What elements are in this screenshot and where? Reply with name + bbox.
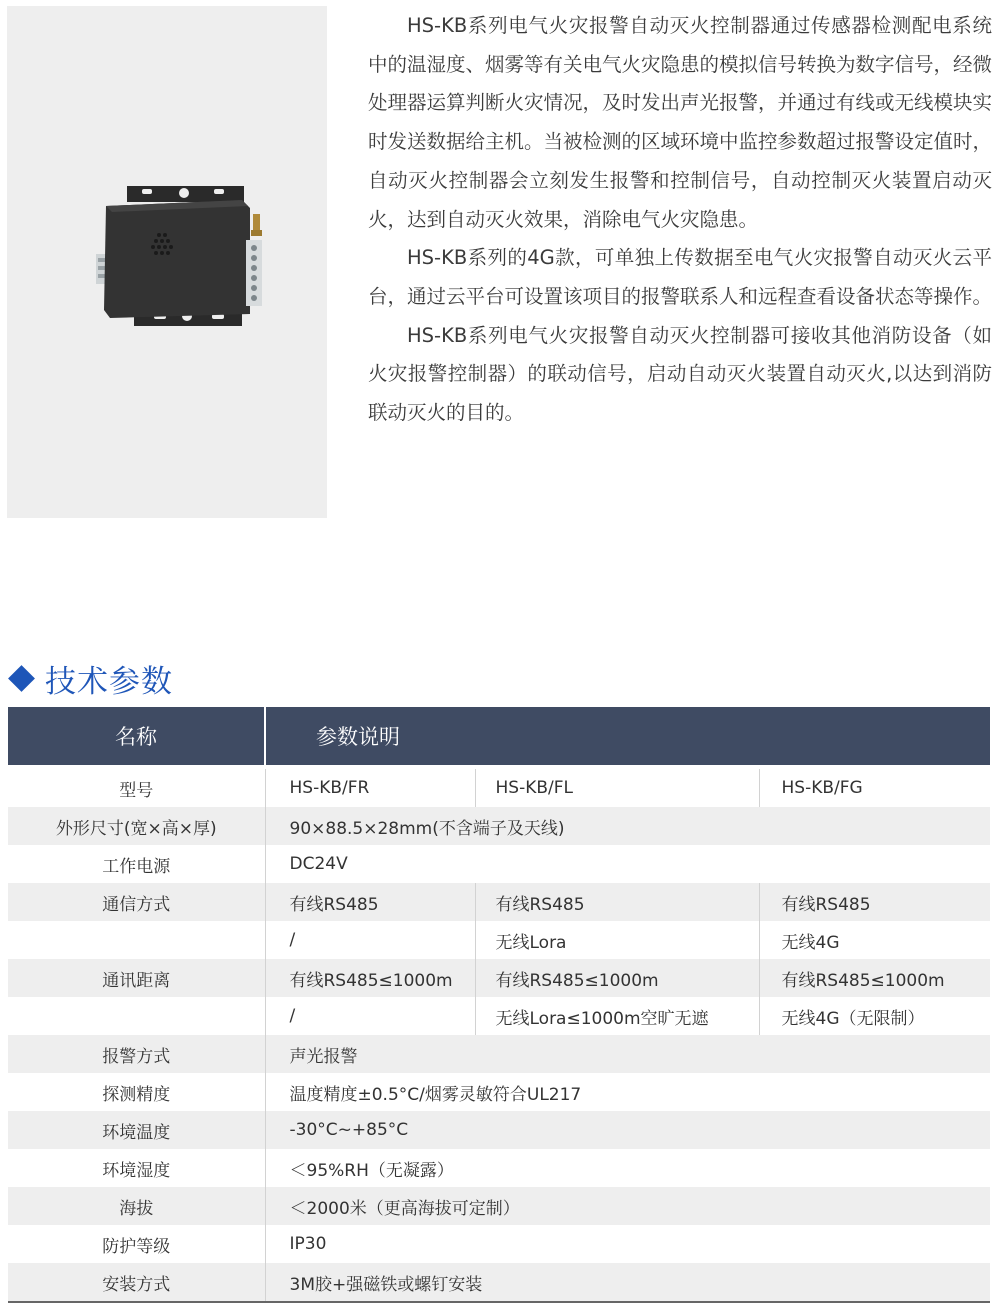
row-label: 安装方式 bbox=[8, 1263, 265, 1302]
row-value: 声光报警 bbox=[265, 1035, 990, 1073]
description-paragraph-1: HS-KB系列电气火灾报警自动灭火控制器通过传感器检测配电系统中的温湿度、烟雾等有关电气火灾隐患的模拟信号转换为数字信号，经微处理器运算判断火灾情况，及时发出声光报警，并通过有线或无线模块实时发送数据给主机。当被检测的区域环境中监控参数超过报警设定值时，自动灭火控制器会立刻发生报警和控制信号，自动控制灭火装置启动灭火，达到自动灭火效果，消除电气火灾隐患。 bbox=[368, 14, 993, 231]
row-value: ＜2000米（更高海拔可定制） bbox=[265, 1187, 990, 1225]
row-label: 环境湿度 bbox=[8, 1149, 265, 1187]
row-label: 海拔 bbox=[8, 1187, 265, 1225]
row-value: 无线Lora bbox=[475, 921, 759, 959]
row-value: DC24V bbox=[265, 845, 990, 883]
row-value: 3M胶+强磁铁或螺钉安装 bbox=[265, 1263, 990, 1302]
table-row-temperature bbox=[8, 1111, 990, 1149]
row-value: 有线RS485≤1000m bbox=[759, 959, 990, 997]
table-row-model bbox=[8, 769, 990, 807]
section-title: 技术参数 bbox=[45, 663, 173, 700]
product-image bbox=[92, 178, 262, 333]
row-label: 通讯距离 bbox=[8, 959, 265, 997]
row-value: 温度精度±0.5°C/烟雾灵敏符合UL217 bbox=[265, 1073, 990, 1111]
row-label: 探测精度 bbox=[8, 1073, 265, 1111]
row-label: 通信方式 bbox=[8, 883, 265, 921]
row-value: HS-KB/FR bbox=[265, 769, 475, 807]
row-value: -30°C~+85°C bbox=[265, 1111, 990, 1149]
row-label: 防护等级 bbox=[8, 1225, 265, 1263]
diamond-icon bbox=[8, 665, 35, 692]
table-row-power bbox=[8, 845, 990, 883]
row-value: 无线Lora≤1000m空旷无遮 bbox=[475, 997, 759, 1035]
table-row-protection bbox=[8, 1225, 990, 1263]
table-row-comm-wireless bbox=[8, 921, 990, 959]
row-value: / bbox=[265, 997, 475, 1035]
row-label bbox=[8, 997, 265, 1035]
product-photo-panel bbox=[7, 6, 327, 518]
table-row-distance-wireless bbox=[8, 997, 990, 1035]
row-label bbox=[8, 921, 265, 959]
table-row-distance-wired bbox=[8, 959, 990, 997]
row-label: 外形尺寸(宽×高×厚) bbox=[8, 807, 265, 845]
product-description bbox=[368, 7, 992, 433]
table-row-alarm bbox=[8, 1035, 990, 1073]
row-value: 有线RS485≤1000m bbox=[475, 959, 759, 997]
row-value: 无线4G bbox=[759, 921, 990, 959]
table-row-altitude bbox=[8, 1187, 990, 1225]
table-row-humidity bbox=[8, 1149, 990, 1187]
table-row-install bbox=[8, 1263, 990, 1302]
table-row-comm-wired bbox=[8, 883, 990, 921]
row-value: 无线4G（无限制） bbox=[759, 997, 990, 1035]
row-value: 有线RS485≤1000m bbox=[265, 959, 475, 997]
table-row-size bbox=[8, 807, 990, 845]
row-value: 有线RS485 bbox=[475, 883, 759, 921]
row-value: HS-KB/FL bbox=[475, 769, 759, 807]
row-value: 有线RS485 bbox=[759, 883, 990, 921]
row-value: HS-KB/FG bbox=[759, 769, 990, 807]
row-value: IP30 bbox=[265, 1225, 990, 1263]
spec-table bbox=[8, 707, 990, 1303]
row-value: ＜95%RH（无凝露） bbox=[265, 1149, 990, 1187]
table-row-accuracy bbox=[8, 1073, 990, 1111]
row-label: 报警方式 bbox=[8, 1035, 265, 1073]
row-value: / bbox=[265, 921, 475, 959]
row-label: 型号 bbox=[8, 769, 265, 807]
row-label: 环境温度 bbox=[8, 1111, 265, 1149]
row-value: 有线RS485 bbox=[265, 883, 475, 921]
description-paragraph-3: HS-KB系列电气火灾报警自动灭火控制器可接收其他消防设备（如火灾报警控制器）的联动信号，启动自动灭火装置自动灭火,以达到消防联动灭火的目的。 bbox=[368, 323, 992, 425]
section-heading bbox=[7, 656, 173, 700]
header-description: 参数说明 bbox=[265, 707, 990, 765]
row-value: 90×88.5×28mm(不含端子及天线) bbox=[265, 807, 990, 845]
table-header bbox=[8, 707, 990, 765]
row-label: 工作电源 bbox=[8, 845, 265, 883]
header-name: 名称 bbox=[8, 707, 265, 765]
description-paragraph-2: HS-KB系列的4G款，可单独上传数据至电气火灾报警自动灭火云平台，通过云平台可设置该项目的报警联系人和远程查看设备状态等操作。 bbox=[368, 246, 993, 308]
